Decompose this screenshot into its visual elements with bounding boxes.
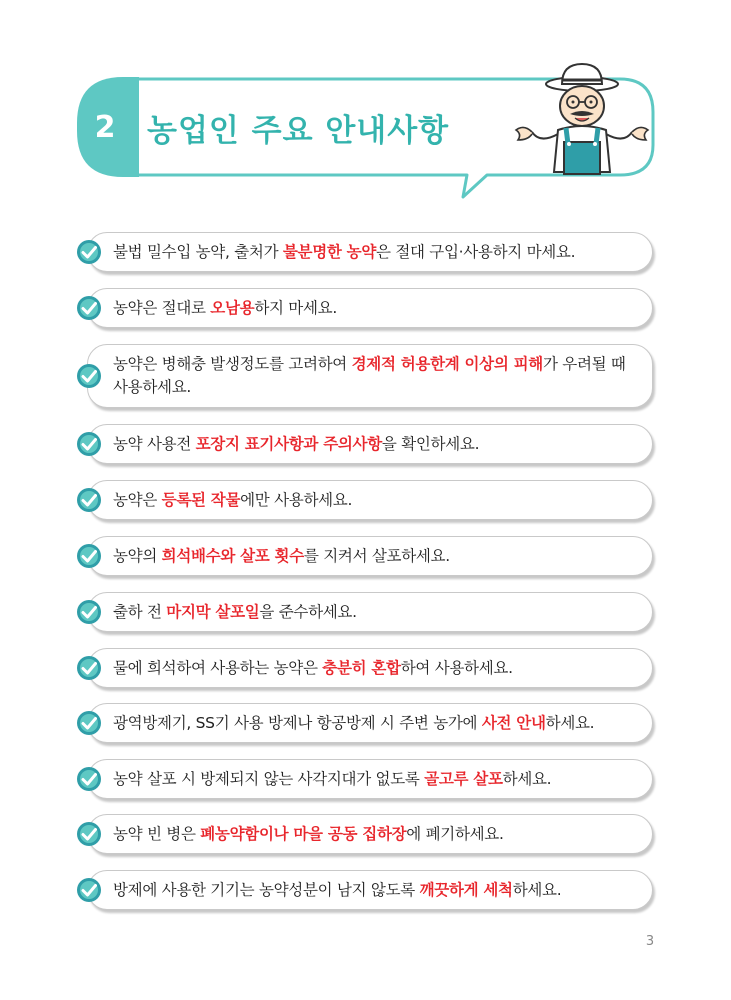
list-item-text bbox=[113, 424, 641, 464]
highlight-text: 포장지 표기사항과 주의사항 bbox=[195, 434, 382, 453]
body-text: 하세요. bbox=[545, 713, 595, 732]
list-item-text bbox=[113, 536, 641, 576]
highlight-text: 사전 안내 bbox=[481, 713, 546, 732]
highlight-text: 마지막 살포일 bbox=[166, 602, 260, 621]
body-text: 농약 빈 병은 bbox=[113, 824, 201, 843]
list-item-sentence bbox=[113, 297, 337, 320]
list-item-sentence bbox=[113, 657, 513, 680]
checkmark-circle-icon bbox=[76, 295, 102, 321]
body-text: 를 지켜서 살포하세요. bbox=[303, 546, 450, 565]
highlight-text: 희석배수와 살포 횟수 bbox=[161, 546, 304, 565]
body-text: 농약 사용전 bbox=[113, 434, 196, 453]
section-number: 2 bbox=[94, 109, 116, 145]
body-text: 광역방제기, SS기 사용 방제나 항공방제 시 주변 농가에 bbox=[113, 713, 482, 732]
checkmark-circle-icon bbox=[76, 599, 102, 625]
list-item-text bbox=[113, 759, 641, 799]
body-text: 농약 살포 시 방제되지 않는 사각지대가 없도록 bbox=[113, 769, 425, 788]
list-item-sentence bbox=[113, 433, 479, 456]
list-item-text bbox=[113, 648, 641, 688]
page-number: 3 bbox=[645, 934, 655, 949]
body-text: 농약은 병해충 발생정도를 고려하여 bbox=[113, 355, 352, 373]
list-item bbox=[77, 703, 653, 743]
farmer-mascot-icon bbox=[502, 62, 662, 182]
list-item bbox=[77, 424, 653, 464]
checkmark-circle-icon bbox=[76, 710, 102, 736]
list-item-sentence bbox=[113, 823, 504, 846]
body-text: 불법 밀수입 농약, 출처가 bbox=[113, 242, 283, 261]
highlight-text: 폐농약함이나 마을 공동 집하장 bbox=[200, 824, 407, 843]
list-item bbox=[77, 648, 653, 688]
checkmark-circle-icon bbox=[76, 363, 102, 389]
body-text: 농약은 절대로 bbox=[113, 298, 211, 317]
list-item-sentence bbox=[113, 879, 561, 902]
checkmark-circle-icon bbox=[76, 821, 102, 847]
list-item bbox=[77, 232, 653, 272]
list-item bbox=[77, 344, 653, 408]
list-item-text bbox=[113, 480, 641, 520]
body-text: 출하 전 bbox=[113, 602, 167, 621]
checkmark-circle-icon bbox=[76, 487, 102, 513]
highlight-text: 오남용 bbox=[210, 298, 255, 317]
list-item-sentence bbox=[113, 241, 575, 264]
body-text: 을 준수하세요. bbox=[259, 602, 357, 621]
body-text: 에만 사용하세요. bbox=[240, 490, 353, 509]
list-item-sentence bbox=[113, 353, 641, 399]
highlight-text: 등록된 작물 bbox=[161, 490, 241, 509]
list-item bbox=[77, 536, 653, 576]
body-text: 에 폐기하세요. bbox=[406, 824, 504, 843]
highlight-text: 깨끗하게 세척 bbox=[419, 880, 513, 899]
body-text: 하세요. bbox=[502, 769, 552, 788]
list-item bbox=[77, 480, 653, 520]
highlight-text: 충분히 혼합 bbox=[322, 658, 401, 677]
list-item-sentence bbox=[113, 489, 352, 512]
body-text: 하여 사용하세요. bbox=[400, 658, 513, 677]
body-text: 농약의 bbox=[113, 546, 162, 565]
checkmark-circle-icon bbox=[76, 766, 102, 792]
checkmark-circle-icon bbox=[76, 543, 102, 569]
highlight-text: 불분명한 농약 bbox=[282, 242, 377, 261]
list-item-text bbox=[113, 288, 641, 328]
list-item-text bbox=[113, 232, 641, 272]
body-text: 하지 마세요. bbox=[254, 298, 337, 317]
body-text: 방제에 사용한 기기는 농약성분이 남지 않도록 bbox=[113, 880, 420, 899]
body-text: 을 확인하세요. bbox=[381, 434, 480, 453]
checkmark-circle-icon bbox=[76, 239, 102, 265]
list-item bbox=[77, 870, 653, 910]
body-text: 하세요. bbox=[512, 880, 562, 899]
checkmark-circle-icon bbox=[76, 655, 102, 681]
highlight-text: 경제적 허용한계 이상의 피해 bbox=[351, 355, 543, 373]
list-item-text bbox=[113, 592, 641, 632]
highlight-text: 골고루 살포 bbox=[424, 769, 503, 788]
list-item bbox=[77, 759, 653, 799]
list-item-text bbox=[113, 344, 641, 408]
list-item bbox=[77, 592, 653, 632]
page-title: 농업인 주요 안내사항 bbox=[147, 112, 450, 149]
body-text: 농약은 bbox=[113, 490, 162, 509]
list-item-text bbox=[113, 814, 641, 854]
checkmark-circle-icon bbox=[76, 877, 102, 903]
list-item bbox=[77, 814, 653, 854]
list-item-sentence bbox=[113, 601, 357, 624]
body-text: 물에 희석하여 사용하는 농약은 bbox=[113, 658, 323, 677]
list-item-text bbox=[113, 870, 641, 910]
list-item bbox=[77, 288, 653, 328]
body-text: 가 우려될 때 사용하세요. bbox=[113, 355, 626, 396]
list-item-sentence bbox=[113, 545, 450, 568]
list-item-sentence bbox=[113, 712, 594, 735]
list-item-text bbox=[113, 703, 641, 743]
body-text: 은 절대 구입·사용하지 마세요. bbox=[376, 242, 576, 261]
list-item-sentence bbox=[113, 768, 551, 791]
checkmark-circle-icon bbox=[76, 431, 102, 457]
